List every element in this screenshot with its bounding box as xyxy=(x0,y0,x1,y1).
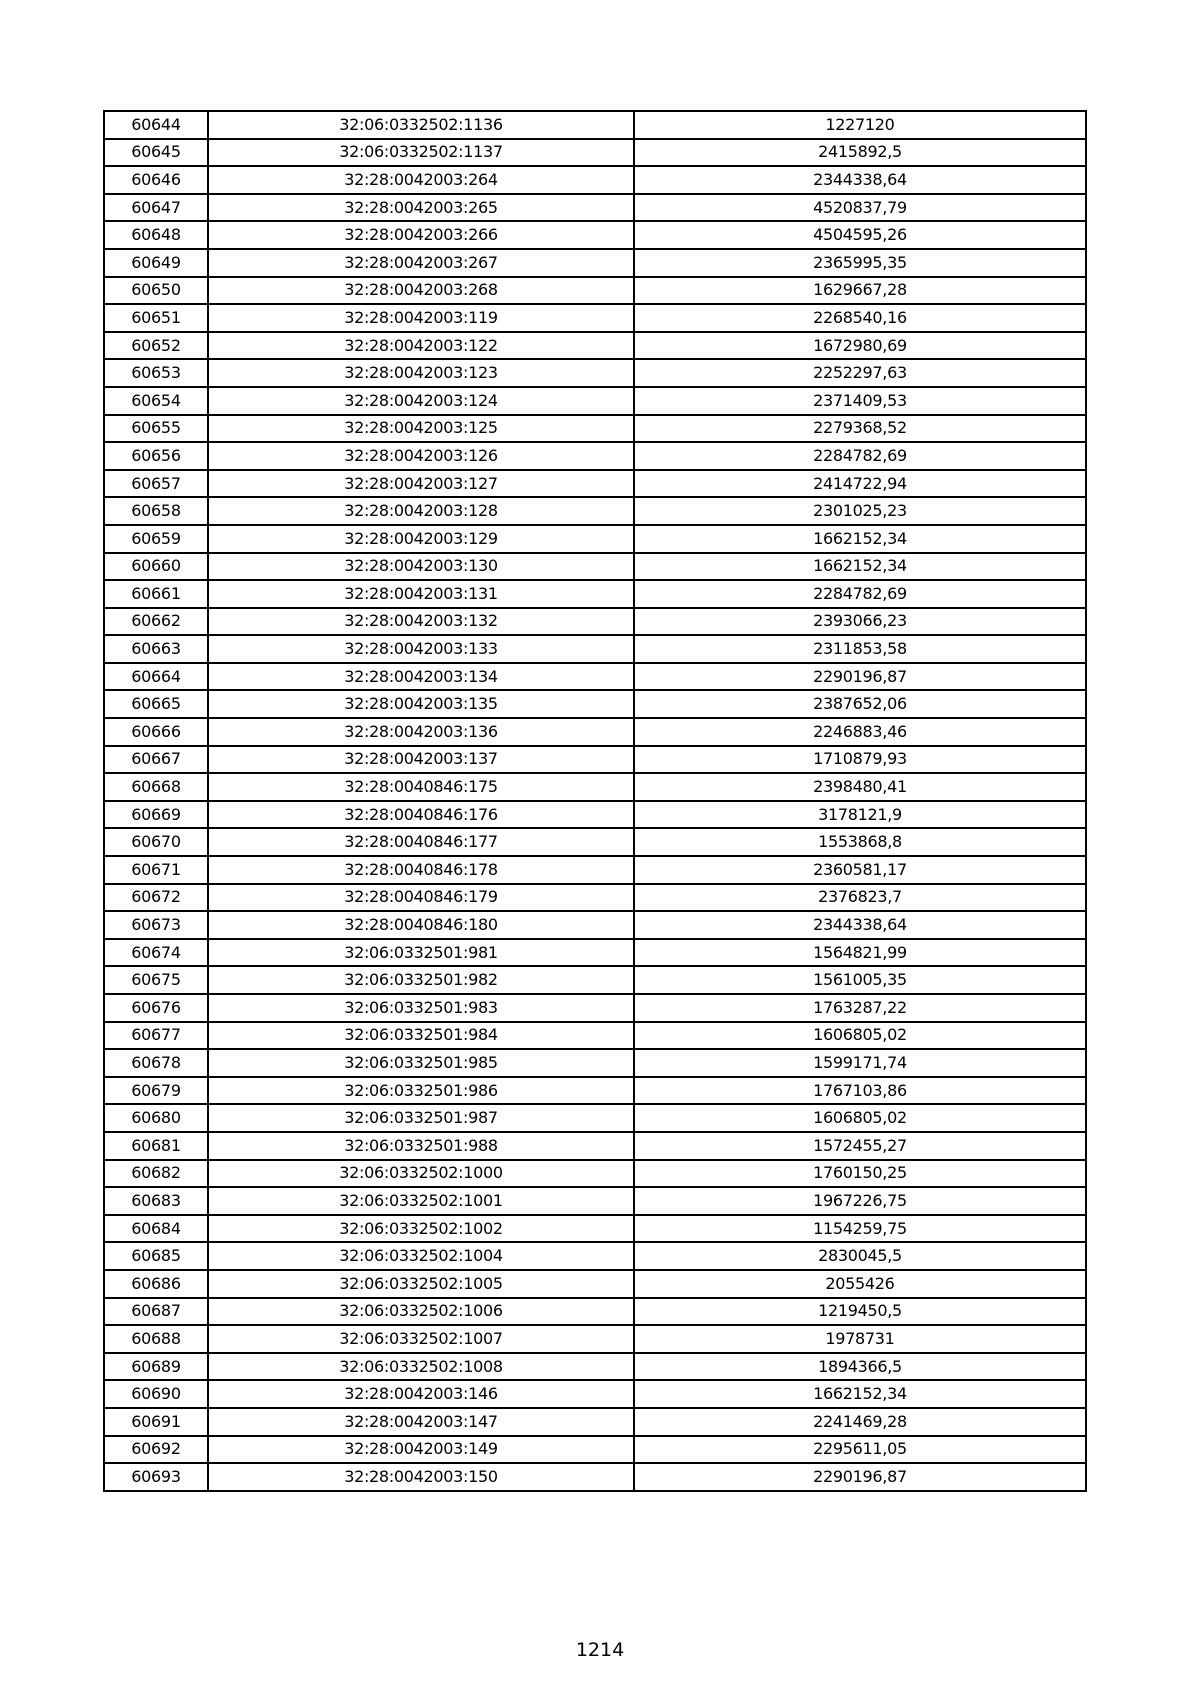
value-cell: 2284782,69 xyxy=(634,442,1086,470)
row-number-cell: 60675 xyxy=(104,966,208,994)
cadastral-number-cell: 32:06:0332501:987 xyxy=(208,1104,634,1132)
cadastral-number-cell: 32:28:0042003:128 xyxy=(208,497,634,525)
table-row xyxy=(104,553,1086,581)
value-cell: 2387652,06 xyxy=(634,690,1086,718)
cadastral-number-cell: 32:28:0042003:123 xyxy=(208,359,634,387)
row-number-cell: 60669 xyxy=(104,801,208,829)
cadastral-number-cell: 32:28:0042003:124 xyxy=(208,387,634,415)
cadastral-number-cell: 32:06:0332501:988 xyxy=(208,1132,634,1160)
table-row xyxy=(104,828,1086,856)
table-row xyxy=(104,221,1086,249)
table-row xyxy=(104,1022,1086,1050)
table-row xyxy=(104,801,1086,829)
value-cell: 2415892,5 xyxy=(634,139,1086,167)
cadastral-number-cell: 32:28:0042003:136 xyxy=(208,718,634,746)
cadastral-number-cell: 32:28:0040846:179 xyxy=(208,884,634,912)
cadastral-number-cell: 32:06:0332502:1137 xyxy=(208,139,634,167)
row-number-cell: 60690 xyxy=(104,1380,208,1408)
row-number-cell: 60684 xyxy=(104,1215,208,1243)
value-cell: 1894366,5 xyxy=(634,1353,1086,1381)
cadastral-number-cell: 32:28:0042003:268 xyxy=(208,277,634,305)
table-row xyxy=(104,359,1086,387)
value-cell: 2279368,52 xyxy=(634,415,1086,443)
table-row xyxy=(104,911,1086,939)
row-number-cell: 60644 xyxy=(104,111,208,139)
cadastral-number-cell: 32:06:0332502:1002 xyxy=(208,1215,634,1243)
row-number-cell: 60688 xyxy=(104,1325,208,1353)
value-cell: 1219450,5 xyxy=(634,1298,1086,1326)
cadastral-number-cell: 32:28:0042003:125 xyxy=(208,415,634,443)
value-cell: 3178121,9 xyxy=(634,801,1086,829)
row-number-cell: 60659 xyxy=(104,525,208,553)
table-row xyxy=(104,884,1086,912)
table-row xyxy=(104,1104,1086,1132)
row-number-cell: 60646 xyxy=(104,166,208,194)
table-row xyxy=(104,194,1086,222)
row-number-cell: 60652 xyxy=(104,332,208,360)
cadastral-number-cell: 32:28:0042003:266 xyxy=(208,221,634,249)
value-cell: 1599171,74 xyxy=(634,1049,1086,1077)
cadastral-number-cell: 32:28:0042003:146 xyxy=(208,1380,634,1408)
value-cell: 1561005,35 xyxy=(634,966,1086,994)
row-number-cell: 60678 xyxy=(104,1049,208,1077)
table-row xyxy=(104,1325,1086,1353)
cadastral-number-cell: 32:28:0042003:135 xyxy=(208,690,634,718)
cadastral-number-cell: 32:06:0332501:984 xyxy=(208,1022,634,1050)
row-number-cell: 60663 xyxy=(104,635,208,663)
table-row xyxy=(104,1242,1086,1270)
value-cell: 1227120 xyxy=(634,111,1086,139)
table-row xyxy=(104,387,1086,415)
table-row xyxy=(104,773,1086,801)
row-number-cell: 60671 xyxy=(104,856,208,884)
value-cell: 2371409,53 xyxy=(634,387,1086,415)
value-cell: 2830045,5 xyxy=(634,1242,1086,1270)
table-row xyxy=(104,304,1086,332)
cadastral-number-cell: 32:06:0332501:986 xyxy=(208,1077,634,1105)
row-number-cell: 60691 xyxy=(104,1408,208,1436)
value-cell: 2398480,41 xyxy=(634,773,1086,801)
cadastral-number-cell: 32:06:0332502:1008 xyxy=(208,1353,634,1381)
row-number-cell: 60692 xyxy=(104,1436,208,1464)
row-number-cell: 60653 xyxy=(104,359,208,387)
table-row xyxy=(104,1215,1086,1243)
row-number-cell: 60683 xyxy=(104,1187,208,1215)
value-cell: 2290196,87 xyxy=(634,663,1086,691)
row-number-cell: 60655 xyxy=(104,415,208,443)
table-row xyxy=(104,249,1086,277)
value-cell: 2393066,23 xyxy=(634,608,1086,636)
value-cell: 2246883,46 xyxy=(634,718,1086,746)
cadastral-number-cell: 32:06:0332501:981 xyxy=(208,939,634,967)
row-number-cell: 60648 xyxy=(104,221,208,249)
table-row xyxy=(104,1132,1086,1160)
cadastral-number-cell: 32:28:0042003:265 xyxy=(208,194,634,222)
value-cell: 1672980,69 xyxy=(634,332,1086,360)
row-number-cell: 60654 xyxy=(104,387,208,415)
value-cell: 2252297,63 xyxy=(634,359,1086,387)
row-number-cell: 60656 xyxy=(104,442,208,470)
table-row xyxy=(104,139,1086,167)
value-cell: 1763287,22 xyxy=(634,994,1086,1022)
table-row xyxy=(104,994,1086,1022)
table-row xyxy=(104,166,1086,194)
value-cell: 1710879,93 xyxy=(634,746,1086,774)
row-number-cell: 60658 xyxy=(104,497,208,525)
table-row xyxy=(104,608,1086,636)
row-number-cell: 60664 xyxy=(104,663,208,691)
table-row xyxy=(104,1270,1086,1298)
value-cell: 1767103,86 xyxy=(634,1077,1086,1105)
table-row xyxy=(104,415,1086,443)
row-number-cell: 60650 xyxy=(104,277,208,305)
value-cell: 2376823,7 xyxy=(634,884,1086,912)
table-row xyxy=(104,580,1086,608)
cadastral-number-cell: 32:28:0040846:180 xyxy=(208,911,634,939)
value-cell: 2241469,28 xyxy=(634,1408,1086,1436)
cadastral-number-cell: 32:28:0042003:264 xyxy=(208,166,634,194)
value-cell: 1978731 xyxy=(634,1325,1086,1353)
row-number-cell: 60660 xyxy=(104,553,208,581)
row-number-cell: 60682 xyxy=(104,1160,208,1188)
value-cell: 1553868,8 xyxy=(634,828,1086,856)
value-cell: 4520837,79 xyxy=(634,194,1086,222)
cadastral-number-cell: 32:28:0042003:129 xyxy=(208,525,634,553)
table-row xyxy=(104,718,1086,746)
row-number-cell: 60681 xyxy=(104,1132,208,1160)
table-row xyxy=(104,635,1086,663)
table-row xyxy=(104,1436,1086,1464)
cadastral-number-cell: 32:28:0042003:126 xyxy=(208,442,634,470)
value-cell: 2295611,05 xyxy=(634,1436,1086,1464)
cadastral-number-cell: 32:28:0042003:137 xyxy=(208,746,634,774)
cadastral-number-cell: 32:06:0332501:982 xyxy=(208,966,634,994)
table-row xyxy=(104,663,1086,691)
value-cell: 2268540,16 xyxy=(634,304,1086,332)
cadastral-number-cell: 32:28:0042003:147 xyxy=(208,1408,634,1436)
row-number-cell: 60685 xyxy=(104,1242,208,1270)
row-number-cell: 60693 xyxy=(104,1463,208,1491)
row-number-cell: 60667 xyxy=(104,746,208,774)
value-cell: 2284782,69 xyxy=(634,580,1086,608)
table-row xyxy=(104,1380,1086,1408)
table-row xyxy=(104,1463,1086,1491)
value-cell: 2344338,64 xyxy=(634,911,1086,939)
row-number-cell: 60665 xyxy=(104,690,208,718)
value-cell: 2301025,23 xyxy=(634,497,1086,525)
cadastral-number-cell: 32:06:0332502:1001 xyxy=(208,1187,634,1215)
table-row xyxy=(104,1160,1086,1188)
row-number-cell: 60676 xyxy=(104,994,208,1022)
cadastral-number-cell: 32:28:0042003:122 xyxy=(208,332,634,360)
row-number-cell: 60666 xyxy=(104,718,208,746)
table-row xyxy=(104,111,1086,139)
table-row xyxy=(104,1077,1086,1105)
table-row xyxy=(104,1353,1086,1381)
cadastral-number-cell: 32:28:0042003:130 xyxy=(208,553,634,581)
cadastral-number-cell: 32:06:0332502:1136 xyxy=(208,111,634,139)
row-number-cell: 60679 xyxy=(104,1077,208,1105)
cadastral-number-cell: 32:28:0042003:267 xyxy=(208,249,634,277)
table-row xyxy=(104,1298,1086,1326)
row-number-cell: 60680 xyxy=(104,1104,208,1132)
table-row xyxy=(104,1408,1086,1436)
row-number-cell: 60674 xyxy=(104,939,208,967)
cadastral-number-cell: 32:28:0040846:178 xyxy=(208,856,634,884)
cadastral-number-cell: 32:28:0040846:177 xyxy=(208,828,634,856)
value-cell: 1572455,27 xyxy=(634,1132,1086,1160)
row-number-cell: 60647 xyxy=(104,194,208,222)
value-cell: 1154259,75 xyxy=(634,1215,1086,1243)
table-row xyxy=(104,525,1086,553)
value-cell: 1760150,25 xyxy=(634,1160,1086,1188)
cadastral-number-cell: 32:06:0332501:985 xyxy=(208,1049,634,1077)
cadastral-number-cell: 32:28:0042003:119 xyxy=(208,304,634,332)
value-cell: 1662152,34 xyxy=(634,553,1086,581)
table-row xyxy=(104,497,1086,525)
cadastral-number-cell: 32:06:0332501:983 xyxy=(208,994,634,1022)
value-cell: 1564821,99 xyxy=(634,939,1086,967)
row-number-cell: 60677 xyxy=(104,1022,208,1050)
row-number-cell: 60689 xyxy=(104,1353,208,1381)
cadastral-number-cell: 32:06:0332502:1000 xyxy=(208,1160,634,1188)
table-row xyxy=(104,442,1086,470)
row-number-cell: 60670 xyxy=(104,828,208,856)
cadastral-number-cell: 32:06:0332502:1006 xyxy=(208,1298,634,1326)
value-cell: 4504595,26 xyxy=(634,221,1086,249)
cadastral-number-cell: 32:06:0332502:1005 xyxy=(208,1270,634,1298)
row-number-cell: 60657 xyxy=(104,470,208,498)
table-row xyxy=(104,746,1086,774)
value-cell: 1662152,34 xyxy=(634,1380,1086,1408)
row-number-cell: 60649 xyxy=(104,249,208,277)
value-cell: 2311853,58 xyxy=(634,635,1086,663)
cadastral-number-cell: 32:28:0040846:175 xyxy=(208,773,634,801)
data-table xyxy=(103,110,1087,1492)
cadastral-number-cell: 32:28:0042003:127 xyxy=(208,470,634,498)
cadastral-number-cell: 32:28:0042003:133 xyxy=(208,635,634,663)
value-cell: 1967226,75 xyxy=(634,1187,1086,1215)
table-body xyxy=(104,111,1086,1491)
value-cell: 2055426 xyxy=(634,1270,1086,1298)
table-row xyxy=(104,1049,1086,1077)
value-cell: 1662152,34 xyxy=(634,525,1086,553)
value-cell: 1606805,02 xyxy=(634,1104,1086,1132)
row-number-cell: 60662 xyxy=(104,608,208,636)
table-row xyxy=(104,1187,1086,1215)
cadastral-number-cell: 32:28:0042003:131 xyxy=(208,580,634,608)
value-cell: 2414722,94 xyxy=(634,470,1086,498)
row-number-cell: 60686 xyxy=(104,1270,208,1298)
table-row xyxy=(104,939,1086,967)
cadastral-number-cell: 32:28:0042003:134 xyxy=(208,663,634,691)
value-cell: 2360581,17 xyxy=(634,856,1086,884)
value-cell: 2344338,64 xyxy=(634,166,1086,194)
value-cell: 2365995,35 xyxy=(634,249,1086,277)
row-number-cell: 60651 xyxy=(104,304,208,332)
value-cell: 1606805,02 xyxy=(634,1022,1086,1050)
row-number-cell: 60645 xyxy=(104,139,208,167)
row-number-cell: 60687 xyxy=(104,1298,208,1326)
row-number-cell: 60672 xyxy=(104,884,208,912)
row-number-cell: 60661 xyxy=(104,580,208,608)
cadastral-number-cell: 32:06:0332502:1004 xyxy=(208,1242,634,1270)
table-row xyxy=(104,856,1086,884)
cadastral-number-cell: 32:28:0042003:132 xyxy=(208,608,634,636)
value-cell: 1629667,28 xyxy=(634,277,1086,305)
row-number-cell: 60668 xyxy=(104,773,208,801)
table-row xyxy=(104,690,1086,718)
cadastral-number-cell: 32:28:0042003:149 xyxy=(208,1436,634,1464)
table-row xyxy=(104,470,1086,498)
row-number-cell: 60673 xyxy=(104,911,208,939)
cadastral-number-cell: 32:28:0040846:176 xyxy=(208,801,634,829)
page-number: 1214 xyxy=(575,1639,625,1661)
table-row xyxy=(104,277,1086,305)
table-row xyxy=(104,966,1086,994)
cadastral-number-cell: 32:28:0042003:150 xyxy=(208,1463,634,1491)
value-cell: 2290196,87 xyxy=(634,1463,1086,1491)
cadastral-number-cell: 32:06:0332502:1007 xyxy=(208,1325,634,1353)
table-row xyxy=(104,332,1086,360)
